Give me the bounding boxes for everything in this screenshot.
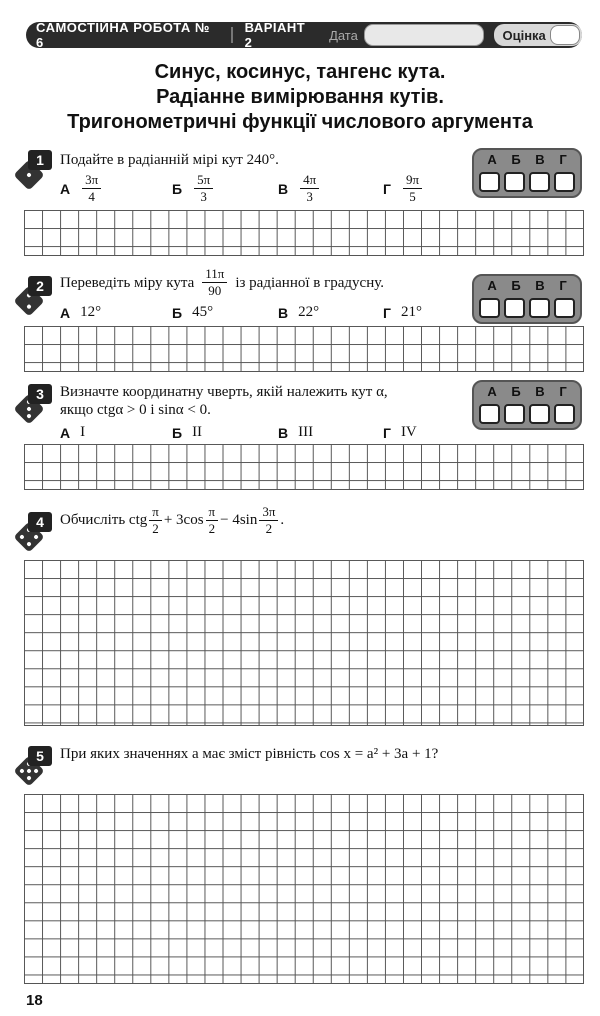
q2-answer-a[interactable] xyxy=(479,298,500,318)
q1-answer-a[interactable] xyxy=(479,172,500,192)
date-field[interactable] xyxy=(364,24,485,46)
q2-option-c[interactable]: В 22° xyxy=(278,304,320,321)
q1-answer-d[interactable] xyxy=(554,172,575,192)
question-3-text-line-1: Визначте координатну чверть, якій належить кут α, xyxy=(60,384,388,400)
question-3-number: 3 xyxy=(28,384,52,404)
q2-answer-b[interactable] xyxy=(504,298,525,318)
question-5-number: 5 xyxy=(28,746,52,766)
q5-work-grid[interactable] xyxy=(24,794,584,984)
q1-option-c[interactable]: В $\frac{4\pi}{3}$ xyxy=(278,172,321,205)
q1-work-grid[interactable] xyxy=(24,210,584,256)
q3-work-grid[interactable] xyxy=(24,444,584,490)
q3-option-a[interactable]: А I xyxy=(60,424,86,441)
q3-answer-d[interactable] xyxy=(554,404,575,424)
question-3-text-line-2: якщо ctgα > 0 і sinα < 0. xyxy=(60,402,211,418)
question-1-number: 1 xyxy=(28,150,52,170)
question-1-badge xyxy=(18,150,54,192)
page-title xyxy=(0,60,600,135)
title-line-1: Синус, косинус, тангенс кута. xyxy=(154,61,446,83)
question-2-number: 2 xyxy=(28,276,52,296)
q2-option-a[interactable]: А 12° xyxy=(60,304,102,321)
q3-answer-c[interactable] xyxy=(529,404,550,424)
q1-option-a[interactable]: А $\frac{3\pi}{4}$ xyxy=(60,172,103,205)
q3-option-b[interactable]: Б II xyxy=(172,424,203,441)
q3-option-c[interactable]: В III xyxy=(278,424,314,441)
title-line-2: Радіанне вимірювання кутів. xyxy=(156,86,444,108)
page-number: 18 xyxy=(26,992,43,1009)
title-line-3: Тригонометричні функції числового аргумента xyxy=(67,111,533,133)
q3-answer-box: А Б В Г xyxy=(472,380,582,430)
grade-label: Оцінка xyxy=(502,27,546,43)
header-separator xyxy=(231,27,233,43)
q2-option-d[interactable]: Г 21° xyxy=(383,304,422,321)
variant-label: ВАРІАНТ 2 xyxy=(244,20,306,50)
q1-option-d[interactable]: Г $\frac{9\pi}{5}$ xyxy=(383,172,424,205)
q1-answer-box: А Б В Г xyxy=(472,148,582,198)
header-bar xyxy=(26,22,582,48)
q4-work-grid[interactable] xyxy=(24,560,584,726)
question-4-number: 4 xyxy=(28,512,52,532)
question-4-text: Обчисліть ctg $\frac{\pi}{2}$ + 3cos $\frac{\pi}{2}$ − 4sin $\frac{3\pi}{2}$ . xyxy=(60,503,285,536)
question-5-badge xyxy=(18,746,54,788)
q3-answer-b[interactable] xyxy=(504,404,525,424)
q1-answer-c[interactable] xyxy=(529,172,550,192)
q1-answer-b[interactable] xyxy=(504,172,525,192)
q3-answer-a[interactable] xyxy=(479,404,500,424)
grade-field[interactable] xyxy=(550,25,580,45)
q2-work-grid[interactable] xyxy=(24,326,584,372)
work-label: САМОСТІЙНА РОБОТА № 6 xyxy=(36,20,210,50)
q2-option-b[interactable]: Б 45° xyxy=(172,304,214,321)
q3-option-d[interactable]: Г IV xyxy=(383,424,417,441)
q2-answer-c[interactable] xyxy=(529,298,550,318)
q2-answer-box: А Б В Г xyxy=(472,274,582,324)
grade-container xyxy=(494,24,582,46)
question-2-text: Переведіть міру кута $\frac{11\pi}{90}$ із радіанної в градусну. xyxy=(60,266,384,298)
q1-option-b[interactable]: Б $\frac{5\pi}{3}$ xyxy=(172,172,215,205)
question-2-badge xyxy=(18,276,54,318)
date-label: Дата xyxy=(329,27,358,43)
q2-answer-d[interactable] xyxy=(554,298,575,318)
question-5-text: При яких значеннях a має зміст рівність cos x = a² + 3a + 1? xyxy=(60,746,439,762)
question-3-badge xyxy=(18,384,54,426)
question-4-badge xyxy=(18,512,54,554)
question-1-text: Подайте в радіанній мірі кут 240°. xyxy=(60,152,279,168)
